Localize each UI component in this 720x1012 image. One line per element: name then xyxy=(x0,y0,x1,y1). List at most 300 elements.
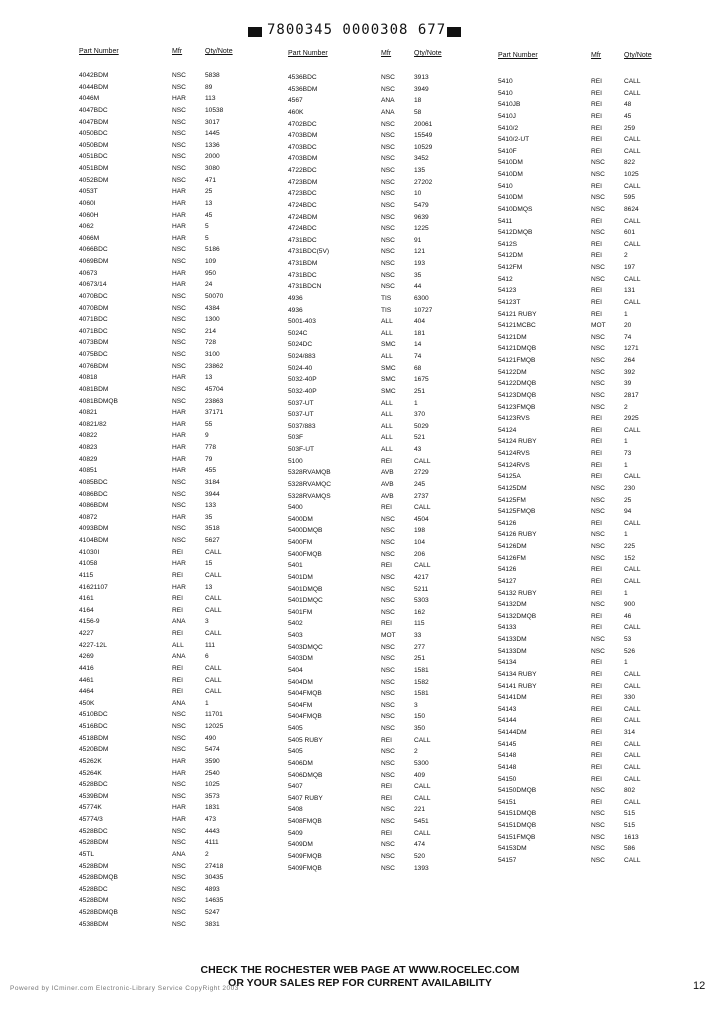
part-number-cell: 45264K xyxy=(79,769,102,777)
mfr-cell: NSC xyxy=(591,787,605,795)
mfr-cell: NSC xyxy=(381,643,395,651)
page-header xyxy=(0,22,720,42)
part-number-cell: 5408 xyxy=(288,806,303,814)
qty-note-cell: 8624 xyxy=(624,205,639,213)
table-row xyxy=(288,339,458,351)
qty-note-cell: 264 xyxy=(624,357,636,364)
table-row xyxy=(288,363,458,375)
part-number-cell: 54148 xyxy=(498,752,517,760)
qty-note-cell: 4504 xyxy=(414,515,429,523)
part-number-cell: 4070BDC xyxy=(79,292,108,300)
qty-note-cell: 197 xyxy=(624,264,636,271)
part-number-cell: 41030I xyxy=(79,548,100,556)
qty-note-cell: CALL xyxy=(624,298,641,306)
qty-note-cell: 133 xyxy=(205,502,217,510)
mfr-cell: NSC xyxy=(591,357,605,364)
table-row xyxy=(498,378,668,390)
table-row xyxy=(79,535,249,547)
part-number-cell: 4164 xyxy=(79,606,94,614)
mfr-cell: NSC xyxy=(381,759,395,767)
table-row xyxy=(288,72,458,84)
qty-note-cell: 2 xyxy=(624,252,628,260)
table-row xyxy=(498,832,668,844)
part-number-cell: 54124RVS xyxy=(498,461,530,469)
qty-note-cell: 5838 xyxy=(205,72,220,79)
table-row xyxy=(498,529,668,541)
part-number-cell: 4047BDM xyxy=(79,118,109,126)
table-row xyxy=(498,727,668,739)
table-row xyxy=(288,642,458,654)
mfr-cell: NSC xyxy=(381,748,395,756)
part-number-cell: 5400FM xyxy=(288,539,313,546)
mfr-cell: REI xyxy=(172,548,183,556)
table-row xyxy=(79,465,249,477)
table-row xyxy=(498,634,668,646)
mfr-cell: HAR xyxy=(172,269,186,277)
table-row xyxy=(498,506,668,518)
mfr-cell: NSC xyxy=(591,205,605,213)
table-row xyxy=(288,770,458,782)
qty-note-cell: 3184 xyxy=(205,478,220,486)
table-row xyxy=(498,88,668,100)
table-row xyxy=(288,305,458,317)
qty-note-cell: 5303 xyxy=(414,597,429,605)
qty-note-cell: 43 xyxy=(414,446,422,453)
table-row xyxy=(288,432,458,444)
table-row xyxy=(498,320,668,332)
table-row xyxy=(498,576,668,588)
mfr-cell: NSC xyxy=(591,229,605,237)
table-row xyxy=(288,479,458,491)
part-number-cell: 5402 xyxy=(288,620,303,628)
mfr-cell: HAR xyxy=(172,757,186,765)
qty-note-cell: 5 xyxy=(205,234,209,242)
part-number-cell: 4227 xyxy=(79,630,94,637)
table-row xyxy=(498,541,668,553)
mfr-cell: NSC xyxy=(172,339,186,347)
table-row xyxy=(79,268,249,280)
table-row xyxy=(79,477,249,489)
part-number-cell: 54150 xyxy=(498,775,517,783)
part-number-cell: 54133 xyxy=(498,624,517,632)
mfr-cell: NSC xyxy=(172,176,186,184)
mfr-cell: NSC xyxy=(172,292,186,300)
mfr-cell: REI xyxy=(381,457,392,465)
mfr-cell: NSC xyxy=(172,885,186,893)
mfr-cell: REI xyxy=(591,182,602,190)
mfr-cell: NSC xyxy=(591,810,605,818)
qty-note-cell: CALL xyxy=(205,548,222,556)
mfr-cell: REI xyxy=(591,136,602,144)
table-row xyxy=(79,140,249,152)
table-row xyxy=(288,688,458,700)
part-number-cell: 5024/883 xyxy=(288,353,316,360)
table-row xyxy=(498,332,668,344)
mfr-cell: NSC xyxy=(172,153,186,161)
part-number-cell: 4539BDM xyxy=(79,792,109,800)
qty-note-cell: CALL xyxy=(624,519,641,527)
part-number-cell: 4516BDC xyxy=(79,723,108,730)
qty-note-cell: 245 xyxy=(414,480,426,488)
table-row xyxy=(498,855,668,867)
table-row xyxy=(79,675,249,687)
qty-note-cell: 20061 xyxy=(414,120,433,128)
part-number-cell: 45774K xyxy=(79,804,102,812)
mfr-cell: HAR xyxy=(172,409,186,417)
qty-note-cell: 2000 xyxy=(205,153,220,161)
table-row xyxy=(79,93,249,105)
table-row xyxy=(288,816,458,828)
header-part-number: Part Number xyxy=(498,52,538,59)
mfr-cell: REI xyxy=(381,562,392,570)
table-row xyxy=(288,95,458,107)
mfr-cell: REI xyxy=(381,736,392,744)
table-row xyxy=(498,669,668,681)
qty-note-cell: 23863 xyxy=(205,397,224,405)
mfr-cell: REI xyxy=(172,571,183,579)
part-number-cell: 54125DM xyxy=(498,484,527,492)
table-row xyxy=(79,512,249,524)
table-row xyxy=(79,314,249,326)
mfr-cell: REI xyxy=(591,124,602,132)
part-number-cell: 4060H xyxy=(79,211,99,219)
table-row xyxy=(79,396,249,408)
part-number-cell: 5406DMQB xyxy=(288,771,323,779)
qty-note-cell: 950 xyxy=(205,269,217,277)
table-row xyxy=(288,223,458,235)
table-row xyxy=(79,442,249,454)
mfr-cell: REI xyxy=(591,415,602,423)
part-number-cell: 4724BDM xyxy=(288,213,318,221)
part-number-cell: 5328RVAMQS xyxy=(288,492,331,500)
part-number-cell: 54124 RUBY xyxy=(498,438,537,446)
qty-note-cell: 6 xyxy=(205,653,209,661)
table-row xyxy=(288,293,458,305)
qty-note-cell: 1613 xyxy=(624,833,639,841)
qty-note-cell: 35 xyxy=(414,271,422,279)
mfr-cell: HAR xyxy=(172,188,186,196)
table-row xyxy=(498,157,668,169)
part-number-cell: 5407 xyxy=(288,783,303,791)
qty-note-cell: 778 xyxy=(205,444,217,451)
qty-note-cell: 111 xyxy=(205,641,216,649)
table-row xyxy=(79,221,249,233)
mfr-cell: ALL xyxy=(381,329,393,337)
mfr-cell: NSC xyxy=(172,734,186,742)
mfr-cell: REI xyxy=(381,783,392,791)
mfr-cell: REI xyxy=(172,606,183,614)
qty-note-cell: CALL xyxy=(414,736,431,744)
table-row xyxy=(79,802,249,814)
part-number-cell: 5037-UT xyxy=(288,411,314,419)
part-number-cell: 40872 xyxy=(79,513,98,521)
qty-note-cell: 135 xyxy=(414,167,426,174)
mfr-cell: TIS xyxy=(381,294,392,302)
qty-note-cell: CALL xyxy=(624,717,641,725)
qty-note-cell: 12025 xyxy=(205,723,224,730)
qty-note-cell: 1025 xyxy=(205,781,220,789)
table-row xyxy=(79,907,249,919)
mfr-cell: HAR xyxy=(172,816,186,823)
part-number-cell: 5037-UT xyxy=(288,399,314,407)
part-number-cell: 4731BDC xyxy=(288,271,317,279)
table-row xyxy=(288,177,458,189)
table-row xyxy=(498,820,668,832)
part-number-cell: 54150DMQB xyxy=(498,787,537,795)
table-row xyxy=(498,134,668,146)
mfr-cell: NSC xyxy=(172,711,186,719)
table-row xyxy=(79,198,249,210)
qty-note-cell: 68 xyxy=(414,364,422,372)
qty-note-cell: 515 xyxy=(624,810,636,818)
qty-note-cell: 10529 xyxy=(414,143,433,151)
table-row xyxy=(288,584,458,596)
qty-note-cell: CALL xyxy=(414,562,431,570)
mfr-cell: REI xyxy=(591,729,602,736)
part-number-cell: 4051BDC xyxy=(79,153,108,161)
part-number-cell: 5410JB xyxy=(498,101,521,109)
table-row xyxy=(288,502,458,514)
part-number-cell: 5403DMQC xyxy=(288,643,323,651)
mfr-cell: NSC xyxy=(172,258,186,265)
part-number-cell: 5412FM xyxy=(498,264,523,271)
qty-note-cell: 4111 xyxy=(205,839,219,847)
part-number-cell: 40829 xyxy=(79,455,98,463)
table-row xyxy=(288,421,458,433)
mfr-cell: NSC xyxy=(172,862,186,870)
mfr-cell: NSC xyxy=(381,678,395,686)
mfr-cell: REI xyxy=(591,78,602,85)
parts-column-1 xyxy=(79,48,249,930)
part-number-cell: 54125A xyxy=(498,473,521,481)
qty-note-cell: CALL xyxy=(624,89,641,97)
part-number-cell: 54125FMQB xyxy=(498,508,536,516)
table-row xyxy=(79,430,249,442)
table-row xyxy=(79,117,249,129)
part-number-cell: 54127 xyxy=(498,577,517,585)
header-qty-note: Qty/Note xyxy=(205,48,233,55)
table-row xyxy=(79,244,249,256)
table-row xyxy=(288,618,458,630)
qty-note-cell: CALL xyxy=(205,676,222,684)
part-number-cell: 54126 xyxy=(498,519,517,527)
part-number-cell: 54123T xyxy=(498,298,521,306)
table-row xyxy=(498,553,668,565)
parts-rows xyxy=(288,72,458,874)
qty-note-cell: 1831 xyxy=(205,804,220,812)
mfr-cell: NSC xyxy=(381,701,395,709)
qty-note-cell: 5211 xyxy=(414,585,429,593)
part-number-cell: 4731BDC(5V) xyxy=(288,248,330,256)
table-row xyxy=(79,291,249,303)
table-row xyxy=(288,107,458,119)
qty-note-cell: 152 xyxy=(624,554,636,562)
part-number-cell: 4073BDM xyxy=(79,339,109,347)
table-row xyxy=(79,895,249,907)
table-row xyxy=(498,646,668,658)
qty-note-cell: 44 xyxy=(414,283,422,291)
part-number-cell: 5409FMQB xyxy=(288,852,322,860)
qty-note-cell: 53 xyxy=(624,636,632,643)
part-number-cell: 5024-40 xyxy=(288,364,313,372)
notice-line-2: OR YOUR SALES REP FOR CURRENT AVAILABILITY xyxy=(228,976,492,989)
qty-note-cell: CALL xyxy=(624,670,641,678)
mfr-cell: NSC xyxy=(172,920,186,928)
mfr-cell: REI xyxy=(591,438,602,446)
qty-note-cell: CALL xyxy=(624,566,641,574)
qty-note-cell: 25 xyxy=(624,496,632,504)
qty-note-cell: 900 xyxy=(624,601,636,609)
qty-note-cell: 20 xyxy=(624,322,632,330)
table-row xyxy=(498,715,668,727)
qty-note-cell: 206 xyxy=(414,550,426,558)
table-row xyxy=(79,454,249,466)
part-number-cell: 54144DM xyxy=(498,729,527,736)
qty-note-cell: 131 xyxy=(624,287,636,295)
mfr-cell: HAR xyxy=(172,223,186,231)
qty-note-cell: 3590 xyxy=(205,757,220,765)
qty-note-cell: CALL xyxy=(624,240,641,248)
qty-note-cell: 3 xyxy=(414,701,418,709)
mfr-cell: HAR xyxy=(172,804,186,812)
part-number-cell: 4066BDC xyxy=(79,246,108,254)
qty-note-cell: 55 xyxy=(205,420,213,428)
part-number-cell: 503F-UT xyxy=(288,446,315,453)
part-number-cell: 5410DM xyxy=(498,159,523,167)
table-row xyxy=(288,456,458,468)
mfr-cell: HAR xyxy=(172,432,186,440)
qty-note-cell: 104 xyxy=(414,539,426,546)
table-row xyxy=(498,274,668,286)
part-number-cell: 4724BDC xyxy=(288,201,317,209)
qty-note-cell: 27418 xyxy=(205,862,224,870)
qty-note-cell: 404 xyxy=(414,318,426,326)
qty-note-cell: 13 xyxy=(205,374,213,382)
part-number-cell: 41058 xyxy=(79,560,98,568)
qty-note-cell: 113 xyxy=(205,95,216,103)
table-row xyxy=(288,595,458,607)
mfr-cell: NSC xyxy=(172,362,186,370)
part-number-cell: 4538BDM xyxy=(79,920,109,928)
table-row xyxy=(79,407,249,419)
table-row xyxy=(79,303,249,315)
part-number-cell: 4085BDC xyxy=(79,478,108,486)
part-number-cell: 4528BDM xyxy=(79,897,109,905)
parts-rows xyxy=(498,76,668,867)
qty-note-cell: 39 xyxy=(624,380,632,388)
mfr-cell: NSC xyxy=(591,833,605,841)
mfr-cell: HAR xyxy=(172,234,186,242)
table-row xyxy=(288,549,458,561)
qty-note-cell: 14 xyxy=(414,341,422,349)
part-number-cell: 4069BDM xyxy=(79,258,109,265)
part-number-cell: 4081BDMQB xyxy=(79,397,118,405)
mfr-cell: REI xyxy=(172,630,183,637)
table-row xyxy=(79,419,249,431)
qty-note-cell: 24 xyxy=(205,281,213,289)
parts-column-3 xyxy=(498,52,668,867)
table-row xyxy=(288,444,458,456)
mfr-cell: NSC xyxy=(381,178,395,186)
part-number-cell: 5412 xyxy=(498,275,513,283)
qty-note-cell: CALL xyxy=(414,829,431,837)
table-row xyxy=(79,861,249,873)
part-number-cell: 5410 xyxy=(498,78,513,85)
qty-note-cell: 1 xyxy=(624,310,628,318)
qty-note-cell: 471 xyxy=(205,176,217,184)
table-row xyxy=(79,663,249,675)
part-number-cell: 5401DMQC xyxy=(288,597,323,605)
qty-note-cell: 728 xyxy=(205,339,217,347)
table-row xyxy=(288,828,458,840)
table-row xyxy=(288,781,458,793)
table-row xyxy=(79,826,249,838)
table-row xyxy=(498,495,668,507)
part-number-cell: 4052BDM xyxy=(79,176,109,184)
part-number-cell: 4936 xyxy=(288,294,303,302)
table-row xyxy=(498,343,668,355)
mfr-cell: NSC xyxy=(172,327,186,335)
mfr-cell: NSC xyxy=(381,666,395,674)
table-row xyxy=(288,665,458,677)
qty-note-cell: 1025 xyxy=(624,171,639,178)
qty-note-cell: 18 xyxy=(414,97,422,105)
table-row xyxy=(79,779,249,791)
mfr-cell: ALL xyxy=(381,422,393,430)
table-row xyxy=(498,774,668,786)
mfr-cell: NSC xyxy=(381,213,395,221)
mfr-cell: ALL xyxy=(381,434,393,442)
mfr-cell: REI xyxy=(591,217,602,225)
part-number-cell: 5400 xyxy=(288,504,303,512)
part-number-cell: 5412DMQB xyxy=(498,229,533,237)
table-row xyxy=(288,467,458,479)
column-header xyxy=(79,48,249,62)
mfr-cell: NSC xyxy=(172,525,186,533)
part-number-cell: 54134 RUBY xyxy=(498,670,537,678)
table-row xyxy=(288,723,458,735)
part-number-cell: 54123RVS xyxy=(498,415,530,423)
table-row xyxy=(498,483,668,495)
part-number-cell: 5403 xyxy=(288,632,303,639)
qty-note-cell: CALL xyxy=(624,624,641,632)
qty-note-cell: CALL xyxy=(414,457,431,465)
qty-note-cell: 2 xyxy=(205,850,209,858)
parts-rows xyxy=(79,70,249,930)
part-number-cell: 4528BDM xyxy=(79,862,109,870)
table-row xyxy=(79,744,249,756)
part-number-cell: 4071BDC xyxy=(79,316,108,324)
table-row xyxy=(288,258,458,270)
part-number-cell: 54124 xyxy=(498,426,517,434)
qty-note-cell: CALL xyxy=(205,571,222,579)
part-number-cell: 5401DM xyxy=(288,573,313,581)
mfr-cell: NSC xyxy=(172,746,186,754)
mfr-cell: HAR xyxy=(172,560,186,568)
part-number-cell: 54133DM xyxy=(498,636,527,643)
mfr-cell: NSC xyxy=(591,159,605,167)
qty-note-cell: 13 xyxy=(205,199,213,207)
table-row xyxy=(79,582,249,594)
table-row xyxy=(288,514,458,526)
table-row xyxy=(79,82,249,94)
qty-note-cell: 1445 xyxy=(205,130,220,138)
table-row xyxy=(288,804,458,816)
part-number-cell: 54122DM xyxy=(498,368,527,376)
table-row xyxy=(288,246,458,258)
qty-note-cell: 251 xyxy=(414,655,426,663)
mfr-cell: REI xyxy=(591,705,602,713)
